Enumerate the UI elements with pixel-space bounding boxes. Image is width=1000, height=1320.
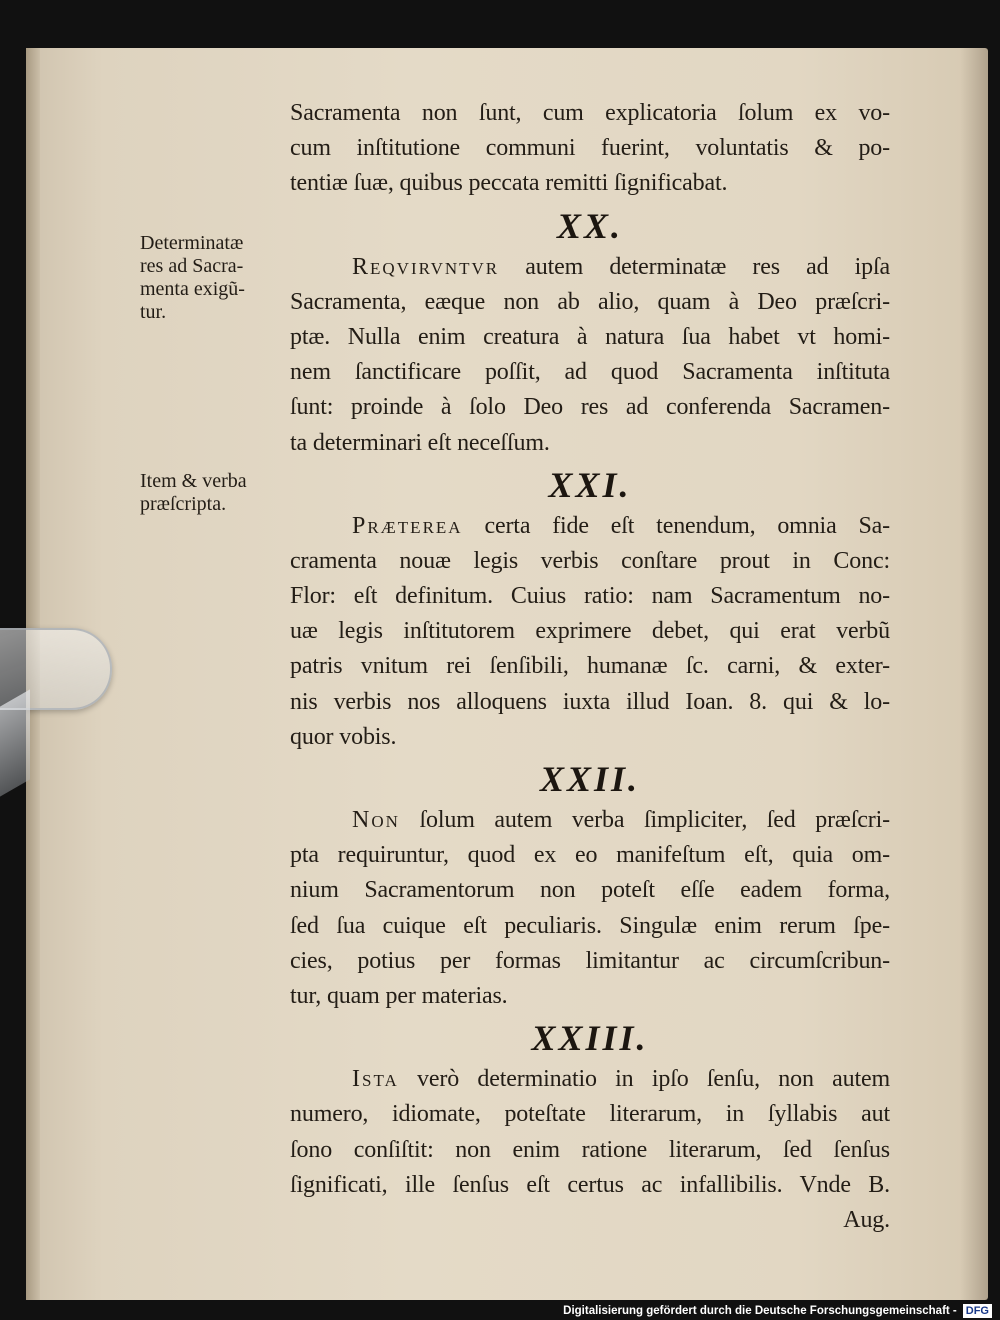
body-line: Reqvirvntvr autem determinatæ res ad ipſa: [352, 253, 890, 280]
footer-bar: [0, 1303, 1000, 1320]
dfg-logo: DFG: [963, 1304, 992, 1318]
footer-credit: Digitalisierung gefördert durch die Deutsche Forschungsgemeinschaft -: [563, 1305, 957, 1317]
body-line: Sacramenta non ſunt, cum explicatoria ſolum ex vo-: [290, 100, 890, 126]
main-text: [290, 96, 890, 1238]
section-heading-xxii: XXII.: [539, 759, 641, 799]
body-line: patris vnitum rei ſenſibili, humanæ ſc. carni, & exter-: [290, 653, 890, 680]
section-lead-word: Non: [352, 807, 400, 833]
body-line: nium Sacramentorum non poteſt eſſe eadem forma,: [290, 877, 890, 904]
body-line: pta requiruntur, quod ex eo manifeſtum eſt, quia om-: [290, 842, 890, 869]
body-line: ptæ. Nulla enim creatura à natura ſua habet vt homi-: [290, 323, 890, 350]
section-heading-xxi: XXI.: [548, 464, 632, 505]
body-line: nem ſanctificare poſſit, ad quod Sacramenta inſtituta: [290, 359, 890, 386]
body-line: nis verbis nos alloquens iuxta illud Ioan. 8. qui & lo-: [290, 688, 890, 715]
body-line: Præterea certa fide eſt tenendum, omnia Sa-: [352, 512, 890, 539]
section-heading-xxiii: XXIII.: [531, 1018, 649, 1059]
body-line: uæ legis inſtitutorem exprimere debet, qui erat verbũ: [290, 618, 890, 645]
page-holder-arm: [0, 689, 30, 796]
section-lead-word: Præterea: [352, 512, 463, 539]
body-line: ſignificati, ille ſenſus eſt certus ac infallibilis. Vnde B.: [290, 1171, 890, 1198]
body-line: tentiæ ſuæ, quibus peccata remitti ſignificabat.: [290, 170, 728, 197]
body-line: cies, potius per formas limitantur ac circumſcribun-: [290, 947, 890, 974]
catchword: Aug.: [843, 1206, 890, 1233]
body-line: Flor: eſt definitum. Cuius ratio: nam Sacramentum no-: [290, 583, 890, 610]
body-line: Ista verò determinatio in ipſo ſenſu, non autem: [352, 1066, 890, 1093]
body-line: ta determinari eſt neceſſum.: [290, 429, 550, 456]
page-right-shadow: [960, 48, 988, 1300]
section-lead-word: Reqvirvntvr: [352, 253, 500, 280]
section-lead-word: Ista: [352, 1066, 399, 1093]
body-line: cum inſtitutione communi fuerint, voluntatis & po-: [290, 135, 890, 162]
body-line: ſono conſiſtit: non enim ratione literarum, ſed ſenſus: [290, 1136, 890, 1163]
body-line: Sacramenta, eæque non ab alio, quam à Deo præſcri-: [290, 288, 890, 315]
body-line: numero, idiomate, poteſtate literarum, in ſyllabis aut: [290, 1101, 890, 1128]
margin-note-determinatae: Determinatæ res ad Sacra- menta exigũ- tur.: [140, 232, 245, 323]
margin-note-item-verba: Item & verba præſcripta.: [140, 470, 247, 515]
body-line: ſunt: proinde à ſolo Deo res ad conferenda Sacramen-: [290, 394, 890, 421]
body-line: tur, quam per materias.: [290, 982, 508, 1009]
body-line: ſed ſua cuique eſt peculiaris. Singulæ enim rerum ſpe-: [290, 912, 890, 939]
body-line: quor vobis.: [290, 723, 397, 750]
section-heading-xx: XX.: [556, 205, 624, 246]
body-line: cramenta nouæ legis verbis conſtare prout in Conc:: [290, 547, 890, 574]
body-line: Non ſolum autem verba ſimpliciter, ſed præſcri-: [352, 807, 890, 833]
